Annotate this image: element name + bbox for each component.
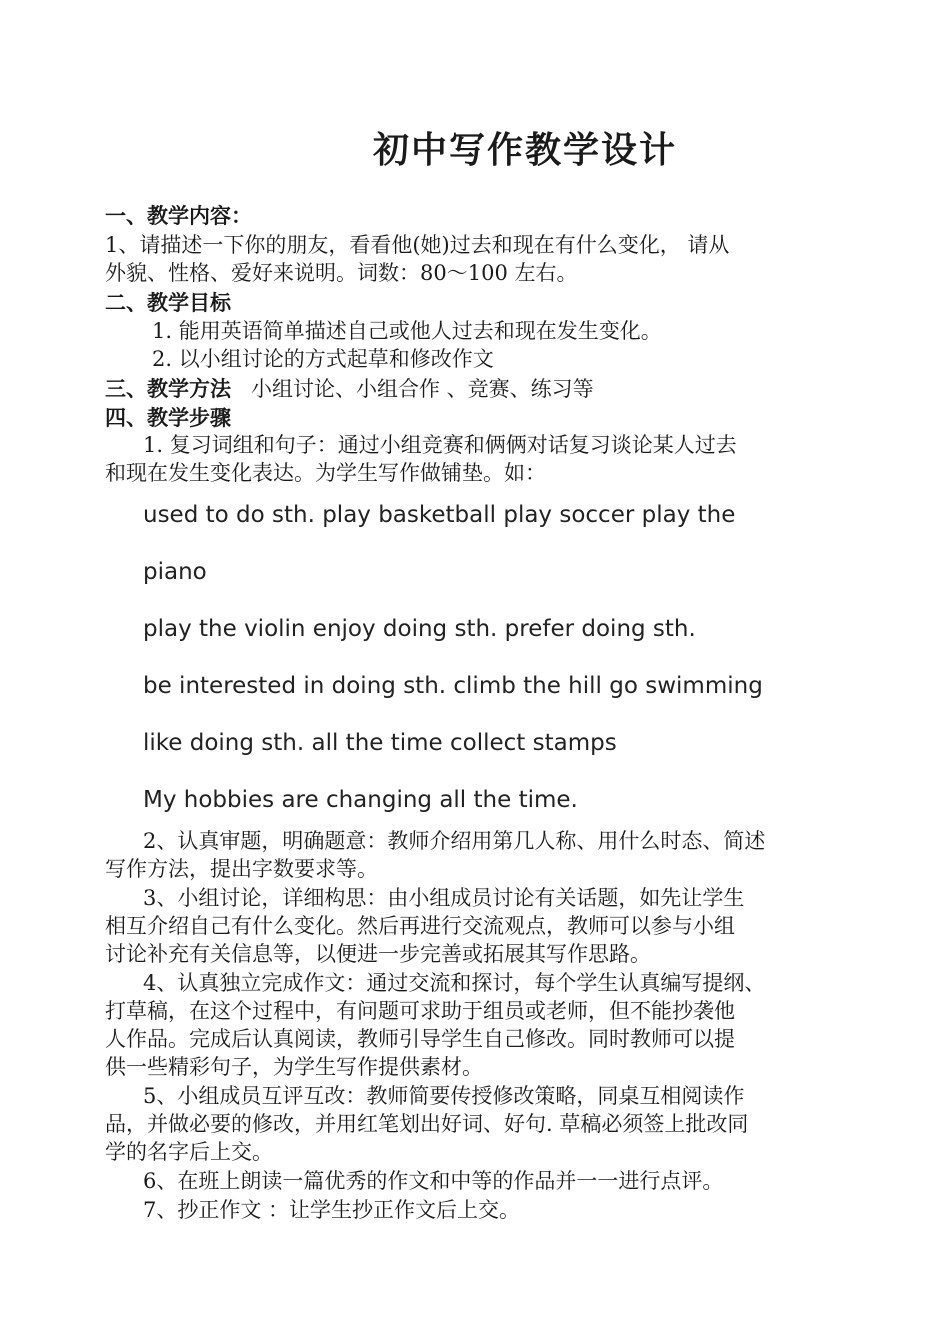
phrase-line: used to do sth. play basketball play soccer play the — [143, 502, 736, 528]
phrase-line: play the violin enjoy doing sth. prefer doing sth. — [143, 616, 696, 642]
phrase-line: piano — [143, 559, 207, 585]
step-line: 6、在班上朗读一篇优秀的作文和中等的作品并一一进行点评。 — [143, 1169, 724, 1193]
goal-item: 2. 以小组讨论的方式起草和修改作文 — [152, 347, 494, 371]
step-line: 7、抄正作文 ：让学生抄正作文后上交。 — [143, 1198, 521, 1222]
content-line: 外貌、性格、爱好来说明。词数：80～100 左右。 — [105, 261, 578, 285]
phrase-line: like doing sth. all the time collect stamps — [143, 730, 617, 756]
step-line: 学的名字后上交。 — [105, 1140, 273, 1164]
step-line: 4、认真独立完成作文：通过交流和探讨，每个学生认真编写提纲、 — [143, 971, 766, 995]
step-line: 供一些精彩句子，为学生写作提供素材。 — [105, 1055, 483, 1079]
section-methods — [105, 374, 594, 404]
content-line: 1、请描述一下你的朋友，看看他(她)过去和现在有什么变化， 请从 — [105, 233, 730, 257]
section-heading-methods: 三、教学方法 — [105, 376, 231, 401]
phrase-line: My hobbies are changing all the time. — [143, 787, 578, 813]
step-line: 相互介绍自己有什么变化。然后再进行交流观点，教师可以参与小组 — [105, 914, 735, 938]
step-line: 讨论补充有关信息等，以便进一步完善或拓展其写作思路。 — [105, 942, 651, 966]
section-heading-content: 一、教学内容： — [105, 203, 252, 228]
phrase-line: be interested in doing sth. climb the hill go swimming — [143, 673, 763, 699]
page-title: 初中写作教学设计 — [372, 129, 677, 171]
step-line: 3、小组讨论，详细构思：由小组成员讨论有关话题，如先让学生 — [143, 886, 745, 910]
step-line: 人作品。完成后认真阅读，教师引导学生自己修改。同时教师可以提 — [105, 1027, 735, 1051]
step-line: 和现在发生变化表达。为学生写作做铺垫。如： — [105, 461, 546, 485]
section-heading-goals: 二、教学目标 — [105, 290, 231, 315]
section-heading-steps: 四、教学步骤 — [105, 405, 231, 430]
step-line: 1. 复习词组和句子：通过小组竞赛和俩俩对话复习谈论某人过去 — [143, 433, 737, 457]
goal-item: 1. 能用英语简单描述自己或他人过去和现在发生变化。 — [152, 319, 662, 343]
step-line: 2、认真审题，明确题意：教师介绍用第几人称、用什么时态、简述 — [143, 829, 766, 853]
methods-content: 小组讨论、小组合作 、竞赛、练习等 — [251, 377, 594, 401]
step-line: 写作方法，提出字数要求等。 — [105, 857, 378, 881]
step-line: 5、小组成员互评互改：教师简要传授修改策略，同桌互相阅读作 — [143, 1084, 745, 1108]
step-line: 品，并做必要的修改，并用红笔划出好词、好句. 草稿必须签上批改同 — [105, 1112, 749, 1136]
step-line: 打草稿，在这个过程中，有问题可求助于组员或老师，但不能抄袭他 — [105, 999, 735, 1023]
